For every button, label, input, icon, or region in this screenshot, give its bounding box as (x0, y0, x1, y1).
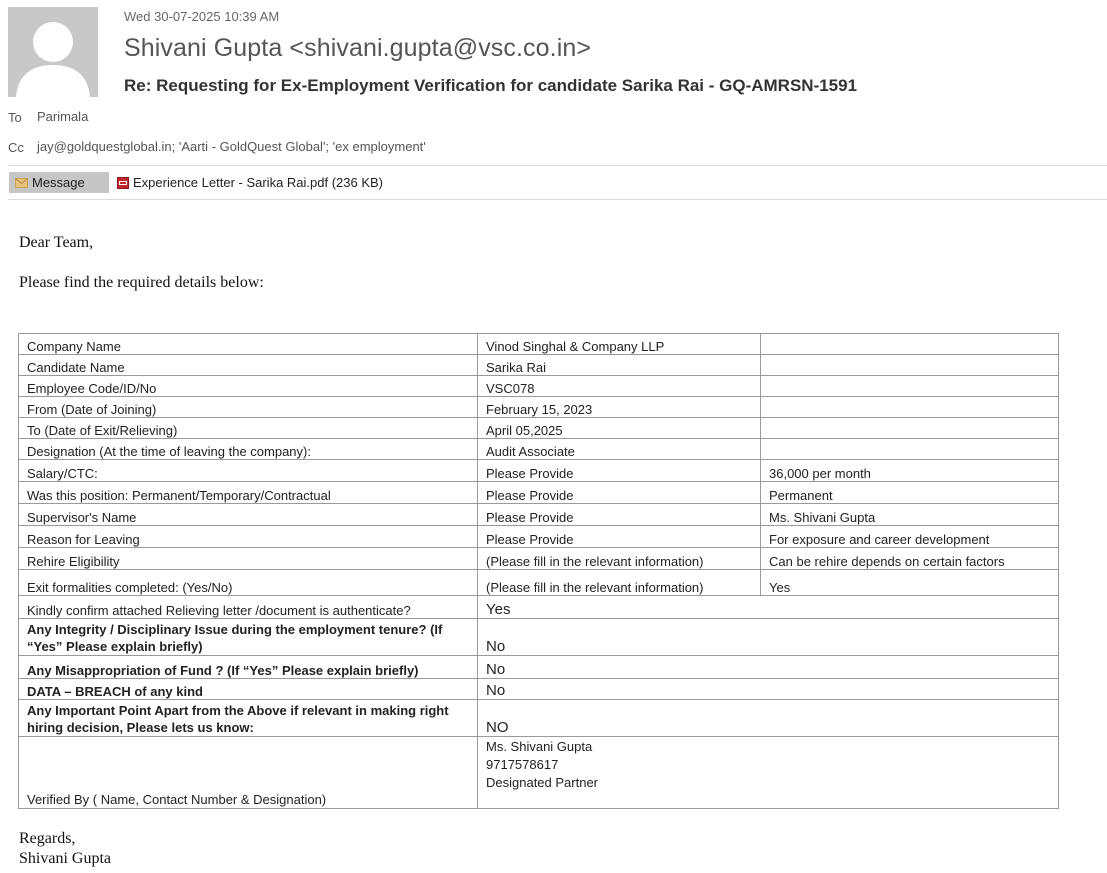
table-row (19, 737, 1059, 809)
person-silhouette-icon (8, 7, 98, 97)
pdf-icon (117, 177, 129, 189)
header-divider (8, 165, 1107, 166)
row-value: Vinod Singhal & Company LLP (478, 334, 761, 355)
row-value: Please Provide (478, 504, 761, 526)
attachment-item[interactable] (117, 172, 383, 193)
table-row (19, 526, 1059, 548)
row-label: To (Date of Exit/Relieving) (19, 418, 478, 439)
message-tab-label: Message (32, 175, 85, 190)
email-subject: Re: Requesting for Ex-Employment Verification for candidate Sarika Rai - GQ-AMRSN-1591 (124, 76, 858, 95)
breach-label: DATA – BREACH of any kind (19, 679, 478, 700)
table-row (19, 355, 1059, 376)
attachment-label: Experience Letter - Sarika Rai.pdf (236 KB) (133, 175, 384, 190)
row-response (761, 355, 1059, 376)
email-date: Wed 30-07-2025 10:39 AM (124, 9, 280, 24)
misappropriation-label: Any Misappropriation of Fund ? (If “Yes” Please explain briefly) (19, 656, 478, 679)
row-value: February 15, 2023 (478, 397, 761, 418)
message-tab[interactable] (9, 172, 109, 193)
signature-text: Shivani Gupta (19, 850, 111, 867)
row-response (761, 418, 1059, 439)
row-value: Please Provide (478, 460, 761, 482)
important-value: NO (478, 700, 1059, 737)
table-row (19, 548, 1059, 570)
row-response (761, 439, 1059, 460)
integrity-value: No (478, 619, 1059, 656)
table-row (19, 460, 1059, 482)
greeting-text: Dear Team, (19, 234, 94, 251)
row-label: Rehire Eligibility (19, 548, 478, 570)
table-row (19, 439, 1059, 460)
row-response (761, 334, 1059, 355)
table-row (19, 596, 1059, 619)
row-value: Audit Associate (478, 439, 761, 460)
table-row (19, 619, 1059, 656)
verifier-designation: Designated Partner (486, 775, 599, 790)
table-row (19, 570, 1059, 596)
row-response (761, 376, 1059, 397)
row-response: Ms. Shivani Gupta (761, 504, 1059, 526)
row-response: Can be rehire depends on certain factors (761, 548, 1059, 570)
row-label: Supervisor's Name (19, 504, 478, 526)
table-row (19, 397, 1059, 418)
envelope-icon (15, 178, 28, 188)
verification-table (18, 333, 1059, 809)
row-response: Permanent (761, 482, 1059, 504)
integrity-label: Any Integrity / Disciplinary Issue during the employment tenure? (If “Yes” Please explain briefly) (19, 619, 478, 656)
email-header (0, 0, 1107, 200)
verifier-name: Ms. Shivani Gupta (486, 739, 593, 754)
row-value: Please Provide (478, 526, 761, 548)
row-response: For exposure and career development (761, 526, 1059, 548)
verified-details (478, 737, 1059, 809)
sender-avatar (8, 7, 98, 97)
row-response (761, 397, 1059, 418)
row-label: Employee Code/ID/No (19, 376, 478, 397)
cc-recipients[interactable]: jay@goldquestglobal.in; 'Aarti - GoldQuest Global'; 'ex employment' (37, 139, 426, 154)
table-row (19, 334, 1059, 355)
cc-label: Cc (8, 140, 24, 155)
row-label: Salary/CTC: (19, 460, 478, 482)
row-label: Company Name (19, 334, 478, 355)
row-label: Designation (At the time of leaving the company): (19, 439, 478, 460)
row-value: Sarika Rai (478, 355, 761, 376)
breach-value: No (478, 679, 1059, 700)
row-value: April 05,2025 (478, 418, 761, 439)
important-label: Any Important Point Apart from the Above if relevant in making right hiring decision, Please lets us know: (19, 700, 478, 737)
to-recipients[interactable]: Parimala (37, 109, 89, 124)
table-row (19, 482, 1059, 504)
table-row (19, 418, 1059, 439)
row-value: (Please fill in the relevant information) (478, 548, 761, 570)
table-row (19, 504, 1059, 526)
confirm-value: Yes (478, 596, 1059, 619)
to-label: To (8, 110, 22, 125)
row-response: 36,000 per month (761, 460, 1059, 482)
table-row (19, 376, 1059, 397)
row-label: Exit formalities completed: (Yes/No) (19, 570, 478, 596)
row-label: Was this position: Permanent/Temporary/Contractual (19, 482, 478, 504)
confirm-label: Kindly confirm attached Relieving letter /document is authenticate? (19, 596, 478, 619)
table-row (19, 656, 1059, 679)
table-row (19, 700, 1059, 737)
regards-text: Regards, (19, 830, 76, 847)
row-label: Candidate Name (19, 355, 478, 376)
table-row (19, 679, 1059, 700)
row-response: Yes (761, 570, 1059, 596)
row-value: Please Provide (478, 482, 761, 504)
verified-label: Verified By ( Name, Contact Number & Designation) (19, 737, 478, 809)
row-label: From (Date of Joining) (19, 397, 478, 418)
row-value: (Please fill in the relevant information) (478, 570, 761, 596)
row-label: Reason for Leaving (19, 526, 478, 548)
intro-text: Please find the required details below: (19, 274, 264, 291)
email-sender[interactable]: Shivani Gupta <shivani.gupta@vsc.co.in> (124, 34, 592, 62)
misappropriation-value: No (478, 656, 1059, 679)
row-value: VSC078 (478, 376, 761, 397)
attachment-divider (8, 199, 1107, 200)
verifier-phone: 9717578617 (486, 757, 559, 772)
